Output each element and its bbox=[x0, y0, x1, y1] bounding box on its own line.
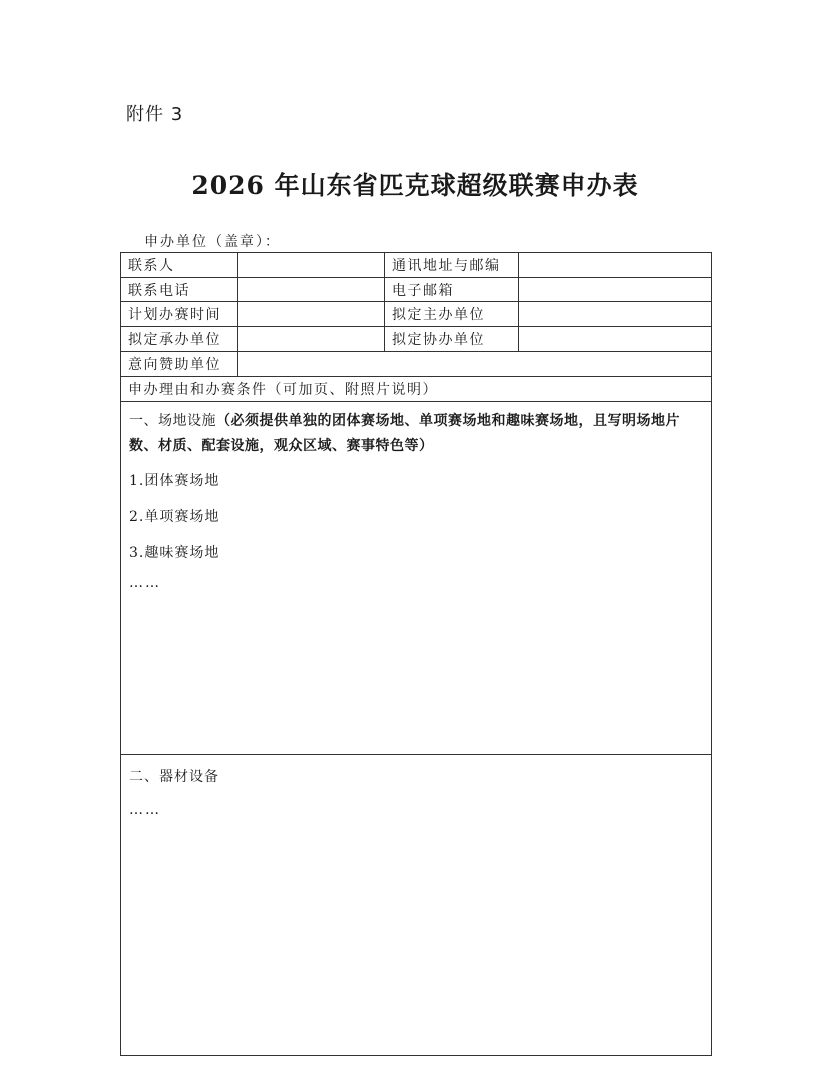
email-label: 电子邮箱 bbox=[385, 278, 519, 302]
equipment-heading: 二、器材设备 bbox=[129, 769, 219, 785]
contact-person-field[interactable] bbox=[238, 253, 385, 278]
singles-venue-item: 2.单项赛场地 bbox=[129, 509, 220, 525]
address-postcode-field[interactable] bbox=[519, 253, 712, 278]
contact-phone-field[interactable] bbox=[238, 278, 385, 302]
venue-facilities-heading bbox=[129, 409, 703, 459]
equipment-ellipsis: …… bbox=[129, 802, 161, 818]
organizer-unit-field[interactable] bbox=[238, 327, 385, 352]
contact-phone-label: 联系电话 bbox=[121, 278, 238, 302]
table-row bbox=[121, 352, 712, 377]
organizer-unit-label: 拟定承办单位 bbox=[121, 327, 238, 352]
application-reason-label: 申办理由和办赛条件（可加页、附照片说明） bbox=[121, 377, 712, 402]
table-row bbox=[121, 755, 712, 1056]
sponsor-label: 意向赞助单位 bbox=[121, 352, 238, 377]
equipment-cell[interactable] bbox=[121, 755, 712, 1056]
team-venue-item: 1.团体赛场地 bbox=[129, 473, 220, 489]
applicant-unit-label: 申办单位（盖章）： bbox=[144, 234, 281, 250]
table-row bbox=[121, 377, 712, 402]
address-postcode-label: 通讯地址与邮编 bbox=[385, 253, 519, 278]
venue-ellipsis: …… bbox=[129, 575, 161, 591]
venue-facilities-title: 一、场地设施 bbox=[129, 413, 216, 429]
venue-facilities-note: （必须提供单独的团体赛场地、单项赛场地和趣味赛场地，且写明场地片数、材质、配套设施，观众区域、赛事特色等） bbox=[129, 413, 680, 454]
fun-venue-item: 3.趣味赛场地 bbox=[129, 545, 220, 561]
co-organizer-label: 拟定协办单位 bbox=[385, 327, 519, 352]
co-organizer-field[interactable] bbox=[519, 327, 712, 352]
host-unit-label: 拟定主办单位 bbox=[385, 302, 519, 327]
attachment-number: 附件 3 bbox=[126, 104, 184, 125]
email-field[interactable] bbox=[519, 278, 712, 302]
sponsor-field[interactable] bbox=[238, 352, 712, 377]
venue-facilities-cell[interactable] bbox=[121, 402, 712, 755]
table-row bbox=[121, 327, 712, 352]
table-row bbox=[121, 278, 712, 302]
plan-time-field[interactable] bbox=[238, 302, 385, 327]
table-row bbox=[121, 302, 712, 327]
table-row bbox=[121, 402, 712, 755]
document-title: 2026 年山东省匹克球超级联赛申办表 bbox=[191, 171, 639, 200]
application-form-table bbox=[120, 252, 712, 1056]
table-row bbox=[121, 253, 712, 278]
host-unit-field[interactable] bbox=[519, 302, 712, 327]
contact-person-label: 联系人 bbox=[121, 253, 238, 278]
plan-time-label: 计划办赛时间 bbox=[121, 302, 238, 327]
